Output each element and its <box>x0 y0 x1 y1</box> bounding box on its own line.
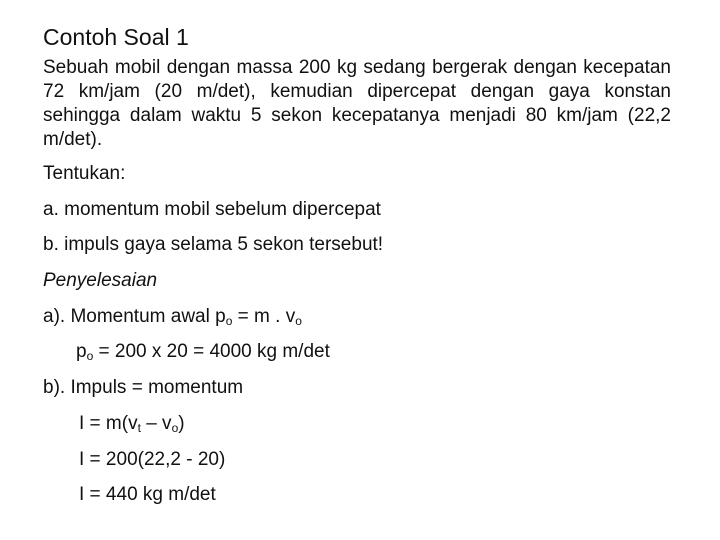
tentukan-label: Tentukan: <box>43 163 126 184</box>
sol-a2-text2: = 200 x 20 = 4000 kg m/det <box>93 341 330 363</box>
question-a: a. momentum mobil sebelum dipercepat <box>43 198 381 220</box>
question-b: b. impuls gaya selama 5 sekon tersebut! <box>43 234 384 256</box>
sol-b2-text3: ) <box>178 412 185 434</box>
sol-a2-sub: o <box>86 349 94 364</box>
solution-a-line2 <box>43 340 671 364</box>
sol-a-sub2: o <box>295 313 302 328</box>
problem-text: Sebuah mobil dengan massa 200 kg sedang bergerak dengan kecepatan 72 km/jam (20 m/det), kemudian dipercepat dengan gaya konstan sehingga dalam waktu 5 sekon kecepatanya menjadi 80 km/jam (22,2 m/det). <box>43 57 671 150</box>
sol-a-text2: = m . v <box>232 305 296 327</box>
solution-b-line1: b). Impuls = momentum <box>43 377 244 399</box>
solution-b-line2 <box>43 412 671 436</box>
sol-a-sub1: o <box>225 313 233 328</box>
sol-b2-sub1: t <box>137 420 141 435</box>
sol-b2-text1: I = m(v <box>79 412 138 434</box>
slide-content <box>43 56 671 519</box>
sol-a-text1: a). Momentum awal p <box>43 305 226 327</box>
sol-a2-text1: p <box>76 341 87 363</box>
slide-title: Contoh Soal 1 <box>43 24 189 50</box>
solution-heading: Penyelesaian <box>43 270 158 292</box>
solution-a-line1 <box>43 305 671 329</box>
solution-b-line4: I = 440 kg m/det <box>79 484 216 506</box>
solution-b-line3: I = 200(22,2 - 20) <box>79 448 226 470</box>
sol-b2-sub2: o <box>171 420 179 435</box>
sol-b2-text2: – v <box>140 412 172 434</box>
